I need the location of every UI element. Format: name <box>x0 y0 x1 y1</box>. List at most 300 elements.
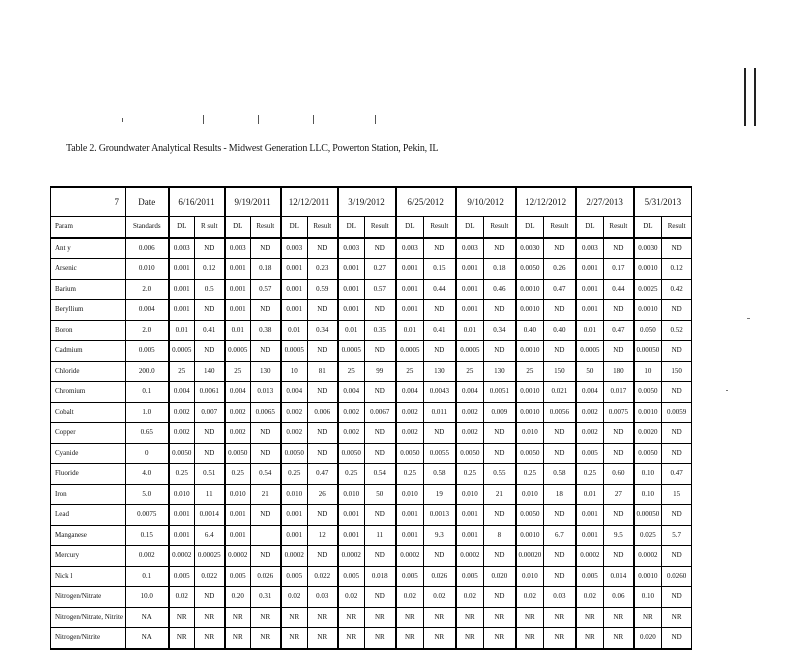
dl-value: 0.10 <box>634 484 662 505</box>
result-value: 0.022 <box>308 566 338 587</box>
result-value: ND <box>484 300 516 321</box>
result-value: 0.00025 <box>195 546 225 567</box>
result-value: 0.12 <box>195 259 225 280</box>
result-value: ND <box>484 587 516 608</box>
dl-value: 0.01 <box>225 320 251 341</box>
result-value: 0.27 <box>365 259 396 280</box>
result-value: 0.18 <box>484 259 516 280</box>
standard-value: 0.15 <box>126 525 169 546</box>
result-value: 0.47 <box>604 320 634 341</box>
result-value: 0.009 <box>484 402 516 423</box>
parameter-name: Cyanide <box>51 443 126 464</box>
dl-value: 0.0010 <box>634 259 662 280</box>
result-value: 9.3 <box>424 525 456 546</box>
dl-value: 0.25 <box>281 464 308 485</box>
scan-artifact-tick <box>313 115 314 124</box>
dl-value: 0.001 <box>338 300 365 321</box>
standard-value: 4.0 <box>126 464 169 485</box>
dl-value: 0.0010 <box>516 279 544 300</box>
dl-value: 0.002 <box>281 402 308 423</box>
dl-value: 0.001 <box>225 505 251 526</box>
dl-value: 0.002 <box>456 402 484 423</box>
standard-value: 0.65 <box>126 423 169 444</box>
table-row <box>51 259 692 280</box>
result-value: NR <box>544 607 576 628</box>
dl-value: 0.02 <box>338 587 365 608</box>
result-value: 0.47 <box>308 464 338 485</box>
standard-value: 0.0075 <box>126 505 169 526</box>
result-value: 0.41 <box>424 320 456 341</box>
result-value: ND <box>544 566 576 587</box>
result-value: NR <box>195 628 225 649</box>
parameter-name: Iron <box>51 484 126 505</box>
dl-value: 0.40 <box>516 320 544 341</box>
result-value: 0.0075 <box>604 402 634 423</box>
dl-value: 0.00050 <box>634 505 662 526</box>
dl-value: 0.25 <box>516 464 544 485</box>
result-header: Result <box>484 217 516 238</box>
standard-value: 10.0 <box>126 587 169 608</box>
result-value: NR <box>424 607 456 628</box>
result-value: ND <box>365 382 396 403</box>
dl-value: 0.004 <box>576 382 604 403</box>
dl-value: 50 <box>576 361 604 382</box>
dl-value: 0.02 <box>396 587 424 608</box>
result-value: 99 <box>365 361 396 382</box>
dl-value: 0.001 <box>169 259 195 280</box>
standard-value: 2.0 <box>126 320 169 341</box>
result-value: ND <box>544 443 576 464</box>
dl-value: 0.005 <box>396 566 424 587</box>
result-value: 0.58 <box>544 464 576 485</box>
parameter-name: Barium <box>51 279 126 300</box>
dl-value: NR <box>225 628 251 649</box>
dl-value: 0.01 <box>281 320 308 341</box>
result-value: ND <box>544 546 576 567</box>
standard-value: 200.0 <box>126 361 169 382</box>
dl-value: 0.0020 <box>634 423 662 444</box>
result-value: 0.54 <box>365 464 396 485</box>
dl-value: NR <box>456 628 484 649</box>
result-value: ND <box>662 628 692 649</box>
result-value: NR <box>251 628 281 649</box>
result-value: ND <box>424 546 456 567</box>
parameter-name: Cadmium <box>51 341 126 362</box>
table-row <box>51 361 692 382</box>
result-value: ND <box>662 300 692 321</box>
dl-value: 0.004 <box>456 382 484 403</box>
dl-value: 0.02 <box>169 587 195 608</box>
result-value: 0.0013 <box>424 505 456 526</box>
result-value: 0.31 <box>251 587 281 608</box>
dl-value: 0.25 <box>338 464 365 485</box>
table-row <box>51 607 692 628</box>
result-value: 19 <box>424 484 456 505</box>
result-value: ND <box>424 423 456 444</box>
result-value: 11 <box>195 484 225 505</box>
result-value: 0.35 <box>365 320 396 341</box>
result-value: ND <box>662 443 692 464</box>
result-value: 130 <box>424 361 456 382</box>
sample-date: 5/31/2013 <box>634 187 692 217</box>
dl-value: 0.001 <box>396 279 424 300</box>
dl-value: 0.01 <box>169 320 195 341</box>
result-value: ND <box>308 443 338 464</box>
dl-value: 0.010 <box>456 484 484 505</box>
standard-value: 0.006 <box>126 238 169 259</box>
dl-value: 0.0010 <box>516 341 544 362</box>
dl-value: 0.0005 <box>338 341 365 362</box>
result-value: 21 <box>484 484 516 505</box>
dl-header: DL <box>634 217 662 238</box>
dl-value: 0.001 <box>576 300 604 321</box>
dl-value: 0.005 <box>576 443 604 464</box>
dl-header: DL <box>169 217 195 238</box>
table-row <box>51 464 692 485</box>
dl-value: 0.004 <box>396 382 424 403</box>
dl-value: 0.001 <box>576 259 604 280</box>
dl-value: NR <box>516 607 544 628</box>
standard-value: 1.0 <box>126 402 169 423</box>
parameter-name: Fluoride <box>51 464 126 485</box>
result-value: 180 <box>604 361 634 382</box>
table-row <box>51 525 692 546</box>
result-value: ND <box>544 341 576 362</box>
dl-value: 0.0050 <box>338 443 365 464</box>
dl-value: 25 <box>338 361 365 382</box>
result-value: ND <box>662 505 692 526</box>
dl-value: 0.001 <box>456 505 484 526</box>
sample-date: 9/19/2011 <box>225 187 281 217</box>
dl-value: 25 <box>396 361 424 382</box>
dl-value: 0.003 <box>281 238 308 259</box>
dl-value: 0.02 <box>576 587 604 608</box>
result-value: 6.7 <box>544 525 576 546</box>
parameter-name: Nitrogen/Nitrate <box>51 587 126 608</box>
result-value: 0.026 <box>251 566 281 587</box>
result-value: 8 <box>484 525 516 546</box>
dl-value: 0.0050 <box>634 443 662 464</box>
result-value: ND <box>604 341 634 362</box>
dl-value: 0.0002 <box>338 546 365 567</box>
dl-value: 0.010 <box>516 484 544 505</box>
dl-value: NR <box>456 607 484 628</box>
dl-value: 0.001 <box>576 525 604 546</box>
result-value: 26 <box>308 484 338 505</box>
result-value: ND <box>424 300 456 321</box>
result-value: ND <box>365 423 396 444</box>
dl-value: 0.002 <box>338 402 365 423</box>
dl-value: 0.25 <box>169 464 195 485</box>
result-value: ND <box>308 546 338 567</box>
result-value: 0.006 <box>308 402 338 423</box>
dl-value: 0.001 <box>396 525 424 546</box>
dl-value: 0.002 <box>576 423 604 444</box>
result-value: 130 <box>251 361 281 382</box>
dl-value: 0.005 <box>169 566 195 587</box>
dl-value: 0.001 <box>169 279 195 300</box>
dl-value: NR <box>225 607 251 628</box>
result-value: 0.5 <box>195 279 225 300</box>
dl-value: 0.0050 <box>516 505 544 526</box>
dl-value: NR <box>281 628 308 649</box>
param-header: Param <box>51 217 126 238</box>
dl-value: 0.001 <box>281 505 308 526</box>
dl-value: NR <box>576 607 604 628</box>
dl-value: 0.001 <box>169 300 195 321</box>
table-row <box>51 566 692 587</box>
result-value: 0.0059 <box>662 402 692 423</box>
parameter-name: Nick l <box>51 566 126 587</box>
result-value: ND <box>604 300 634 321</box>
scan-artifact-tick <box>122 118 123 122</box>
dl-value: 0.0050 <box>169 443 195 464</box>
result-value: 150 <box>544 361 576 382</box>
result-value: 0.007 <box>195 402 225 423</box>
dl-value: 0.002 <box>396 402 424 423</box>
scan-artifact-tick <box>375 115 376 124</box>
result-value: 0.55 <box>484 464 516 485</box>
dl-value: 0.0005 <box>456 341 484 362</box>
result-value: ND <box>251 238 281 259</box>
dl-value: 0.002 <box>169 402 195 423</box>
dl-value: 0.0010 <box>634 566 662 587</box>
dl-value: 0.001 <box>456 300 484 321</box>
result-value: ND <box>195 300 225 321</box>
dl-value: 0.25 <box>576 464 604 485</box>
dl-value: 0.010 <box>281 484 308 505</box>
result-value: 0.0061 <box>195 382 225 403</box>
result-value: ND <box>662 587 692 608</box>
result-value: 50 <box>365 484 396 505</box>
result-value: ND <box>195 423 225 444</box>
table-caption: Table 2. Groundwater Analytical Results - Midwest Generation LLC, Powerton Station, Pekin, IL <box>66 143 439 154</box>
result-value: ND <box>662 382 692 403</box>
result-value: ND <box>251 423 281 444</box>
dl-value: 0.010 <box>516 423 544 444</box>
dl-value: 0.001 <box>396 300 424 321</box>
result-value: ND <box>365 587 396 608</box>
dl-value: 0.001 <box>225 259 251 280</box>
dl-value: 0.0002 <box>281 546 308 567</box>
result-value: 0.15 <box>424 259 456 280</box>
dl-value: 0.01 <box>456 320 484 341</box>
result-value: 0.47 <box>662 464 692 485</box>
dl-value: 0.01 <box>396 320 424 341</box>
dl-value: NR <box>516 628 544 649</box>
result-value: ND <box>544 238 576 259</box>
result-value: 5.7 <box>662 525 692 546</box>
result-value: 9.5 <box>604 525 634 546</box>
dl-value: NR <box>169 607 195 628</box>
dl-value: 0.003 <box>576 238 604 259</box>
dl-value: 0.001 <box>338 505 365 526</box>
dl-value: 0.001 <box>225 525 251 546</box>
dl-value: 25 <box>516 361 544 382</box>
dl-value: 0.10 <box>634 464 662 485</box>
table-row <box>51 341 692 362</box>
result-value: NR <box>308 607 338 628</box>
dl-value: 0.001 <box>281 279 308 300</box>
dl-value: 0.0050 <box>225 443 251 464</box>
table-row <box>51 320 692 341</box>
dl-value: 0.005 <box>338 566 365 587</box>
table-row <box>51 382 692 403</box>
dl-value: 0.10 <box>634 587 662 608</box>
standards-header: Standards <box>126 217 169 238</box>
result-value: 0.0014 <box>195 505 225 526</box>
dl-value: NR <box>169 628 195 649</box>
result-value: ND <box>604 546 634 567</box>
dl-value: 0.0050 <box>396 443 424 464</box>
result-value: 0.0051 <box>484 382 516 403</box>
result-value: ND <box>544 505 576 526</box>
standard-value: 5.0 <box>126 484 169 505</box>
dl-value: 0.001 <box>169 505 195 526</box>
dl-value: 0.003 <box>396 238 424 259</box>
dl-value: 0.0050 <box>281 443 308 464</box>
result-value: 0.026 <box>424 566 456 587</box>
dl-value: 0.0010 <box>634 300 662 321</box>
dl-value: 0.001 <box>576 279 604 300</box>
parameter-name: Ant y <box>51 238 126 259</box>
dl-value: 0.001 <box>396 505 424 526</box>
parameter-name: Nitrogen/Nitrite <box>51 628 126 649</box>
result-value: 0.0065 <box>251 402 281 423</box>
table-row <box>51 300 692 321</box>
result-value: 0.17 <box>604 259 634 280</box>
result-value: 0.44 <box>424 279 456 300</box>
result-value: NR <box>544 628 576 649</box>
result-value: NR <box>251 607 281 628</box>
dl-value: 0.0010 <box>516 402 544 423</box>
dl-value: 0.002 <box>169 423 195 444</box>
dl-value: 0.01 <box>576 320 604 341</box>
result-value: 0.54 <box>251 464 281 485</box>
dl-value: 0.0002 <box>225 546 251 567</box>
dl-value: 0.001 <box>281 259 308 280</box>
result-value: ND <box>424 341 456 362</box>
scan-artifact-tick <box>258 115 259 124</box>
dl-value: 0.004 <box>338 382 365 403</box>
result-value: ND <box>424 238 456 259</box>
dl-value: 0.0005 <box>396 341 424 362</box>
table-row <box>51 279 692 300</box>
result-value: 27 <box>604 484 634 505</box>
dl-value: 0.25 <box>225 464 251 485</box>
dl-value: 0.0002 <box>456 546 484 567</box>
result-value: 0.03 <box>544 587 576 608</box>
result-value: ND <box>484 238 516 259</box>
dl-value: 10 <box>634 361 662 382</box>
result-value: NR <box>604 607 634 628</box>
result-value: 81 <box>308 361 338 382</box>
result-value: ND <box>484 546 516 567</box>
result-header: Result <box>662 217 692 238</box>
result-value: ND <box>251 341 281 362</box>
standard-value: 0.002 <box>126 546 169 567</box>
standard-value: 0 <box>126 443 169 464</box>
result-value: 0.014 <box>604 566 634 587</box>
dl-value: 0.0010 <box>516 382 544 403</box>
result-value: NR <box>424 628 456 649</box>
result-value: 12 <box>308 525 338 546</box>
parameter-name: Beryllium <box>51 300 126 321</box>
result-value: ND <box>544 300 576 321</box>
result-value: ND <box>604 423 634 444</box>
result-value: 0.38 <box>251 320 281 341</box>
result-value: 130 <box>484 361 516 382</box>
dl-value: 0.001 <box>456 279 484 300</box>
sample-date: 3/19/2012 <box>338 187 396 217</box>
result-header: Result <box>604 217 634 238</box>
result-value: ND <box>662 341 692 362</box>
dl-value: 0.25 <box>456 464 484 485</box>
result-value: ND <box>365 300 396 321</box>
parameter-name: Nitrogen/Nitrate, Nitrite <box>51 607 126 628</box>
dl-value: 0.050 <box>634 320 662 341</box>
table-row <box>51 238 692 259</box>
dl-value: 0.025 <box>634 525 662 546</box>
dl-value: 0.002 <box>338 423 365 444</box>
sample-date: 6/16/2011 <box>169 187 225 217</box>
dl-value: 0.001 <box>456 259 484 280</box>
parameter-name: Chloride <box>51 361 126 382</box>
dl-header: DL <box>225 217 251 238</box>
dl-value: 0.001 <box>225 300 251 321</box>
standard-value: 0.1 <box>126 382 169 403</box>
result-value: NR <box>484 628 516 649</box>
standard-value: 0.010 <box>126 259 169 280</box>
dl-value: 0.02 <box>456 587 484 608</box>
dl-value: 0.003 <box>225 238 251 259</box>
result-value: NR <box>365 628 396 649</box>
result-value: 0.47 <box>544 279 576 300</box>
result-value: 140 <box>195 361 225 382</box>
dl-value: 0.0005 <box>225 341 251 362</box>
result-value: ND <box>662 238 692 259</box>
dl-value: NR <box>396 628 424 649</box>
dl-value: 0.01 <box>338 320 365 341</box>
scan-artifact-bracket <box>744 68 756 126</box>
result-value: NR <box>662 607 692 628</box>
dl-value: 0.00020 <box>516 546 544 567</box>
result-value: 0.018 <box>365 566 396 587</box>
groundwater-results-table <box>50 186 692 650</box>
dl-value: 0.0010 <box>516 525 544 546</box>
table-row <box>51 505 692 526</box>
dl-value: 0.005 <box>456 566 484 587</box>
dl-value: 0.001 <box>338 525 365 546</box>
dl-value: 0.005 <box>225 566 251 587</box>
result-value: 0.021 <box>544 382 576 403</box>
dl-value: 0.001 <box>576 505 604 526</box>
result-value: 0.60 <box>604 464 634 485</box>
result-value: NR <box>604 628 634 649</box>
dl-value: 0.001 <box>338 279 365 300</box>
result-value: 0.46 <box>484 279 516 300</box>
dl-value: 0.0010 <box>516 300 544 321</box>
result-value: 0.02 <box>424 587 456 608</box>
result-value: 0.59 <box>308 279 338 300</box>
sample-date: 9/10/2012 <box>456 187 516 217</box>
dl-value: 0.0002 <box>576 546 604 567</box>
result-header: Result <box>251 217 281 238</box>
table-row <box>51 423 692 444</box>
result-value: ND <box>484 505 516 526</box>
dl-value: 0.0005 <box>281 341 308 362</box>
table-row <box>51 402 692 423</box>
